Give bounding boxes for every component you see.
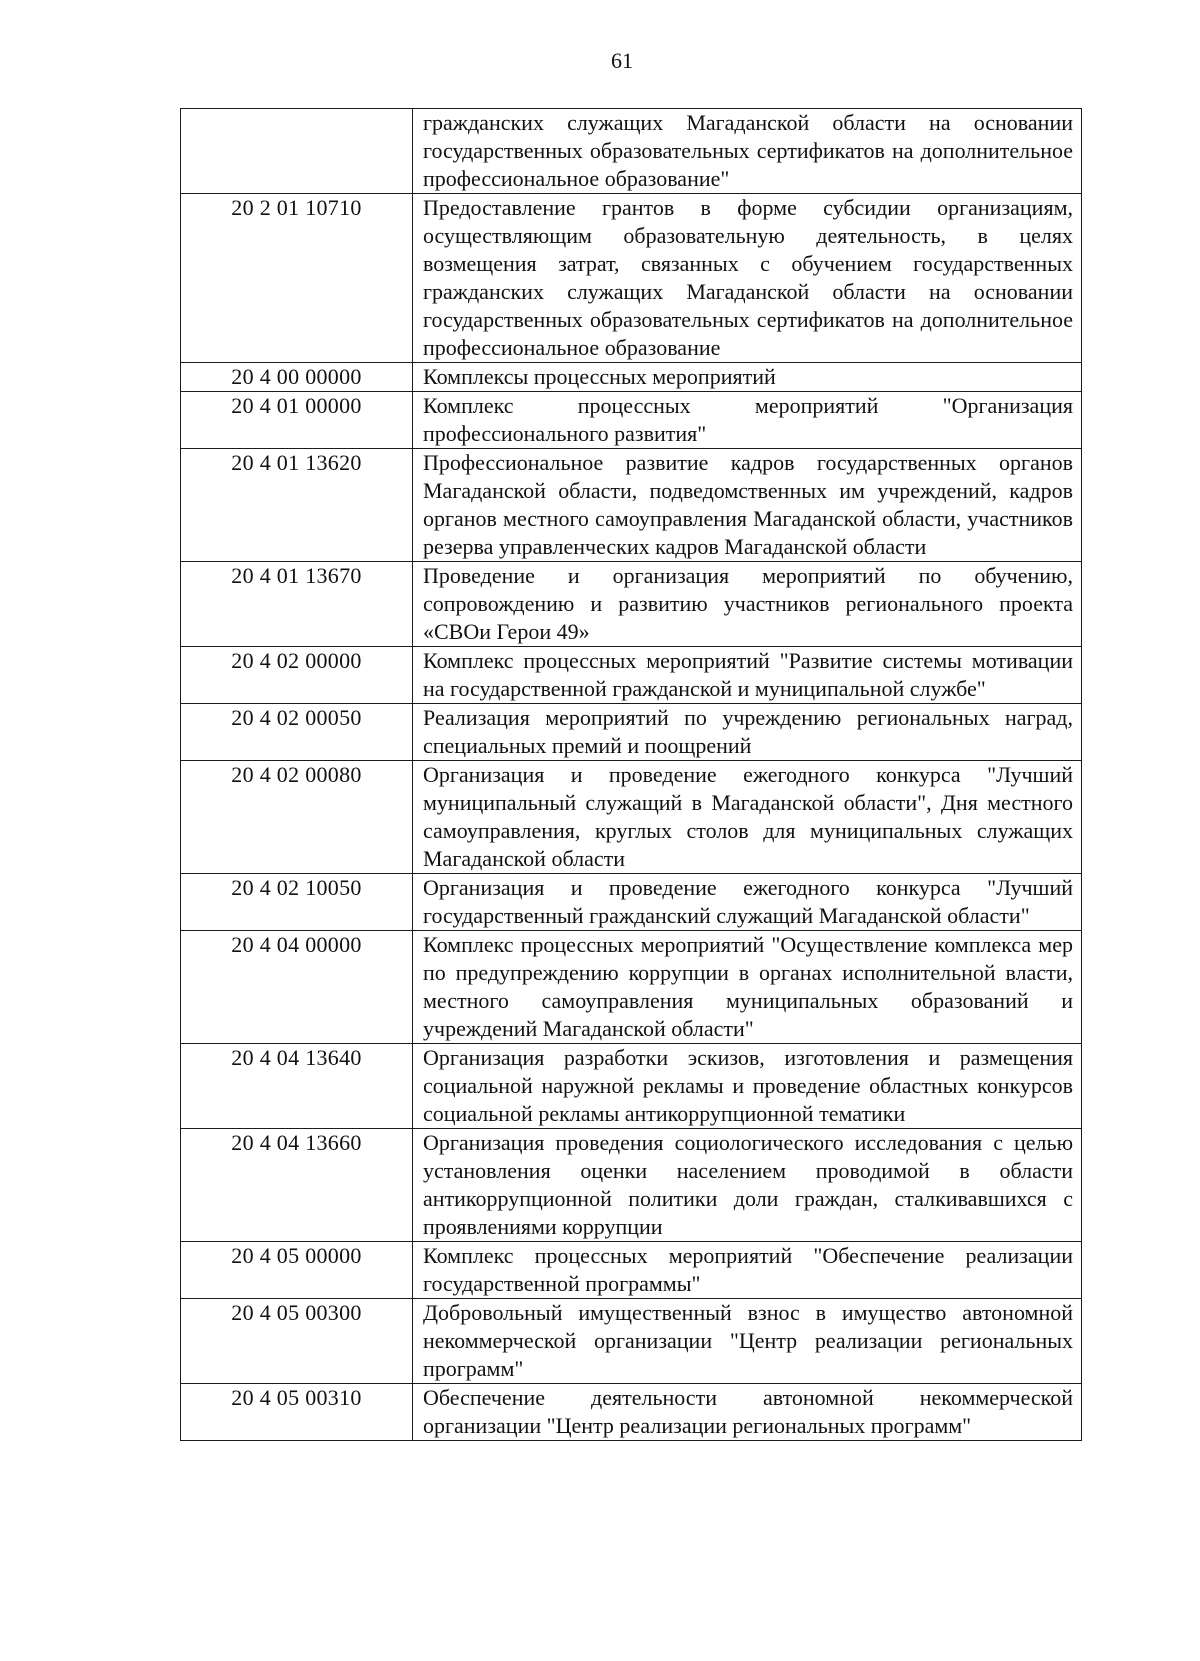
row-code: 20 4 04 13640 — [181, 1044, 413, 1129]
row-name: Профессиональное развитие кадров государственных органов Магаданской области, подведомственных им учреждений, кадров органов местного самоуправления Магаданской области, участников резерва управленческих кадров Магаданской области — [413, 449, 1082, 562]
table-row — [181, 1299, 1082, 1384]
row-code: 20 4 00 00000 — [181, 363, 413, 392]
table-row — [181, 647, 1082, 704]
table-row — [181, 1384, 1082, 1441]
row-code: 20 4 02 00050 — [181, 704, 413, 761]
row-name: Комплексы процессных мероприятий — [413, 363, 1082, 392]
row-code: 20 4 01 13670 — [181, 562, 413, 647]
table-row — [181, 931, 1082, 1044]
row-name: Проведение и организация мероприятий по обучению, сопровождению и развитию участников регионального проекта «СВОи Герои 49» — [413, 562, 1082, 647]
row-name: Комплекс процессных мероприятий "Обеспечение реализации государственной программы" — [413, 1242, 1082, 1299]
row-code: 20 2 01 10710 — [181, 194, 413, 363]
table-row — [181, 363, 1082, 392]
row-name: Организация и проведение ежегодного конкурса "Лучший государственный гражданский служащий Магаданской области" — [413, 874, 1082, 931]
table-row — [181, 109, 1082, 194]
row-name: Предоставление грантов в форме субсидии организациям, осуществляющим образовательную деятельность, в целях возмещения затрат, связанных с обучением государственных гражданских служащих Магаданской области на основании государственных образовательных сертификатов на дополнительное профессиональное образование — [413, 194, 1082, 363]
row-name: Реализация мероприятий по учреждению региональных наград, специальных премий и поощрений — [413, 704, 1082, 761]
row-name: Добровольный имущественный взнос в имущество автономной некоммерческой организации "Центр реализации региональных программ" — [413, 1299, 1082, 1384]
row-name: Комплекс процессных мероприятий "Организация профессионального развития" — [413, 392, 1082, 449]
row-name: Организация разработки эскизов, изготовления и размещения социальной наружной рекламы и проведение областных конкурсов социальной рекламы антикоррупционной тематики — [413, 1044, 1082, 1129]
row-code: 20 4 01 13620 — [181, 449, 413, 562]
row-name: Организация и проведение ежегодного конкурса "Лучший муниципальный служащий в Магаданской области", Дня местного самоуправления, круглых столов для муниципальных служащих Магаданской области — [413, 761, 1082, 874]
table-row — [181, 874, 1082, 931]
table-row — [181, 1129, 1082, 1242]
table-row — [181, 704, 1082, 761]
table-row — [181, 1044, 1082, 1129]
table-row — [181, 761, 1082, 874]
page-number: 61 — [611, 48, 633, 73]
row-code: 20 4 05 00000 — [181, 1242, 413, 1299]
row-code: 20 4 05 00310 — [181, 1384, 413, 1441]
row-code: 20 4 02 00000 — [181, 647, 413, 704]
row-name: гражданских служащих Магаданской области на основании государственных образовательных сертификатов на дополнительное профессиональное образование" — [413, 109, 1082, 194]
table-row — [181, 562, 1082, 647]
row-name: Обеспечение деятельности автономной некоммерческой организации "Центр реализации региональных программ" — [413, 1384, 1082, 1441]
row-name: Организация проведения социологического исследования с целью установления оценки населением проводимой в области антикоррупционной политики доли граждан, сталкивавшихся с проявлениями коррупции — [413, 1129, 1082, 1242]
table-row — [181, 449, 1082, 562]
row-code: 20 4 02 00080 — [181, 761, 413, 874]
row-name: Комплекс процессных мероприятий "Осуществление комплекса мер по предупреждению коррупции в органах исполнительной власти, местного самоуправления муниципальных образований и учреждений Магаданской области" — [413, 931, 1082, 1044]
row-code: 20 4 05 00300 — [181, 1299, 413, 1384]
table-row — [181, 194, 1082, 363]
row-code: 20 4 04 00000 — [181, 931, 413, 1044]
budget-classification-table — [180, 108, 1082, 1441]
row-code — [181, 109, 413, 194]
table-row — [181, 392, 1082, 449]
row-code: 20 4 04 13660 — [181, 1129, 413, 1242]
table-row — [181, 1242, 1082, 1299]
row-code: 20 4 01 00000 — [181, 392, 413, 449]
row-name: Комплекс процессных мероприятий "Развитие системы мотивации на государственной гражданской и муниципальной службе" — [413, 647, 1082, 704]
row-code: 20 4 02 10050 — [181, 874, 413, 931]
